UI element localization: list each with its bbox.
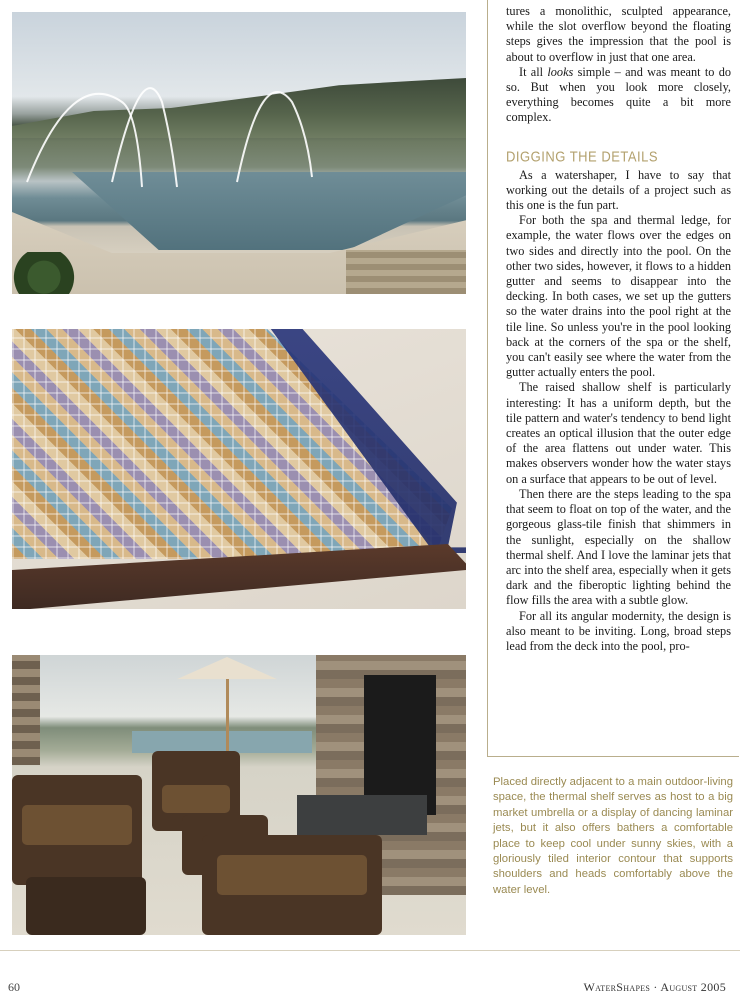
pool-laminar-jets-photo	[12, 12, 466, 294]
text-run: It all	[519, 64, 548, 79]
pool-edge	[132, 731, 312, 753]
outdoor-living-photo	[12, 655, 466, 935]
jet-arc	[237, 92, 312, 182]
section-heading: DIGGING THE DETAILS	[506, 147, 659, 165]
footer-rule	[0, 950, 740, 951]
article-column	[487, 0, 739, 757]
coffee-table	[26, 877, 146, 935]
paragraph: Then there are the steps leading to the spa that seem to float on top of the water, and the gorgeous glass-tile finish that shimmers in the sunlight, especially on the shallow thermal shelf. And I love the laminar jets that arc into the shelf area, especially when it gets dark and the fiberoptic lighting behind the flow fills the area with a subtle glow.	[506, 486, 731, 608]
jet-arc	[27, 94, 142, 187]
paragraph: For both the spa and thermal ledge, for example, the water flows over the edges on two sides and directly into the pool. On the other two sides, however, it flows to a hidden gutter and seems to disappear into the decking. In both cases, we set up the gutters so the water drains into the pool right at the tile line. So unless you're in the pool looking back at the corners of the spa or the shelf, you can't easily see where the water from the gutter actually enters the pool.	[506, 213, 731, 380]
loveseat-cushion	[217, 855, 367, 895]
text-run: simple – and was meant to do so. But when you look more closely, everything becomes quite a bit more complex.	[506, 64, 731, 125]
sofa-cushion	[22, 805, 132, 845]
paragraph: The raised shallow shelf is particularly interesting: It has a uniform depth, but the tile pattern and water's tendency to bend light creates an optical illusion that the outer edge of the area flattens out under water. This makes observers wonder how the water stays on a surface that appears to be out of level.	[506, 380, 731, 486]
laminar-jets	[12, 12, 466, 294]
stone-pillar	[12, 655, 40, 765]
umbrella-pole	[226, 679, 229, 759]
bench-top	[297, 795, 427, 835]
paragraph: For all its angular modernity, the design is also meant to be inviting. Long, broad steps lead from the deck into the pool, pro-	[506, 608, 731, 653]
paragraph: tures a monolithic, sculpted appearance, while the slot overflow beyond the floating steps gives the impression that the pool is about to overflow in just that one area.	[506, 4, 731, 64]
paragraph: As a watershaper, I have to say that working out the details of a project such as this one is the fun part.	[506, 167, 731, 213]
paragraph	[506, 65, 731, 126]
page-number: 60	[8, 980, 20, 994]
folio: WaterShapes · August 2005	[583, 980, 726, 994]
emphasis: looks	[547, 64, 574, 79]
fireplace-opening	[364, 675, 436, 815]
photo-caption: Placed directly adjacent to a main outdoor-living space, the thermal shelf serves as host to a big market umbrella or a display of dancing laminar jets, but it also offers bathers a comfortable place to keep cool under sunny skies, with a gloriously tiled interior contour that supports shoulders and heads comfortably above the water level.	[493, 776, 733, 896]
glass-tile-shelf-photo	[12, 329, 466, 609]
armchair-cushion	[162, 785, 230, 813]
